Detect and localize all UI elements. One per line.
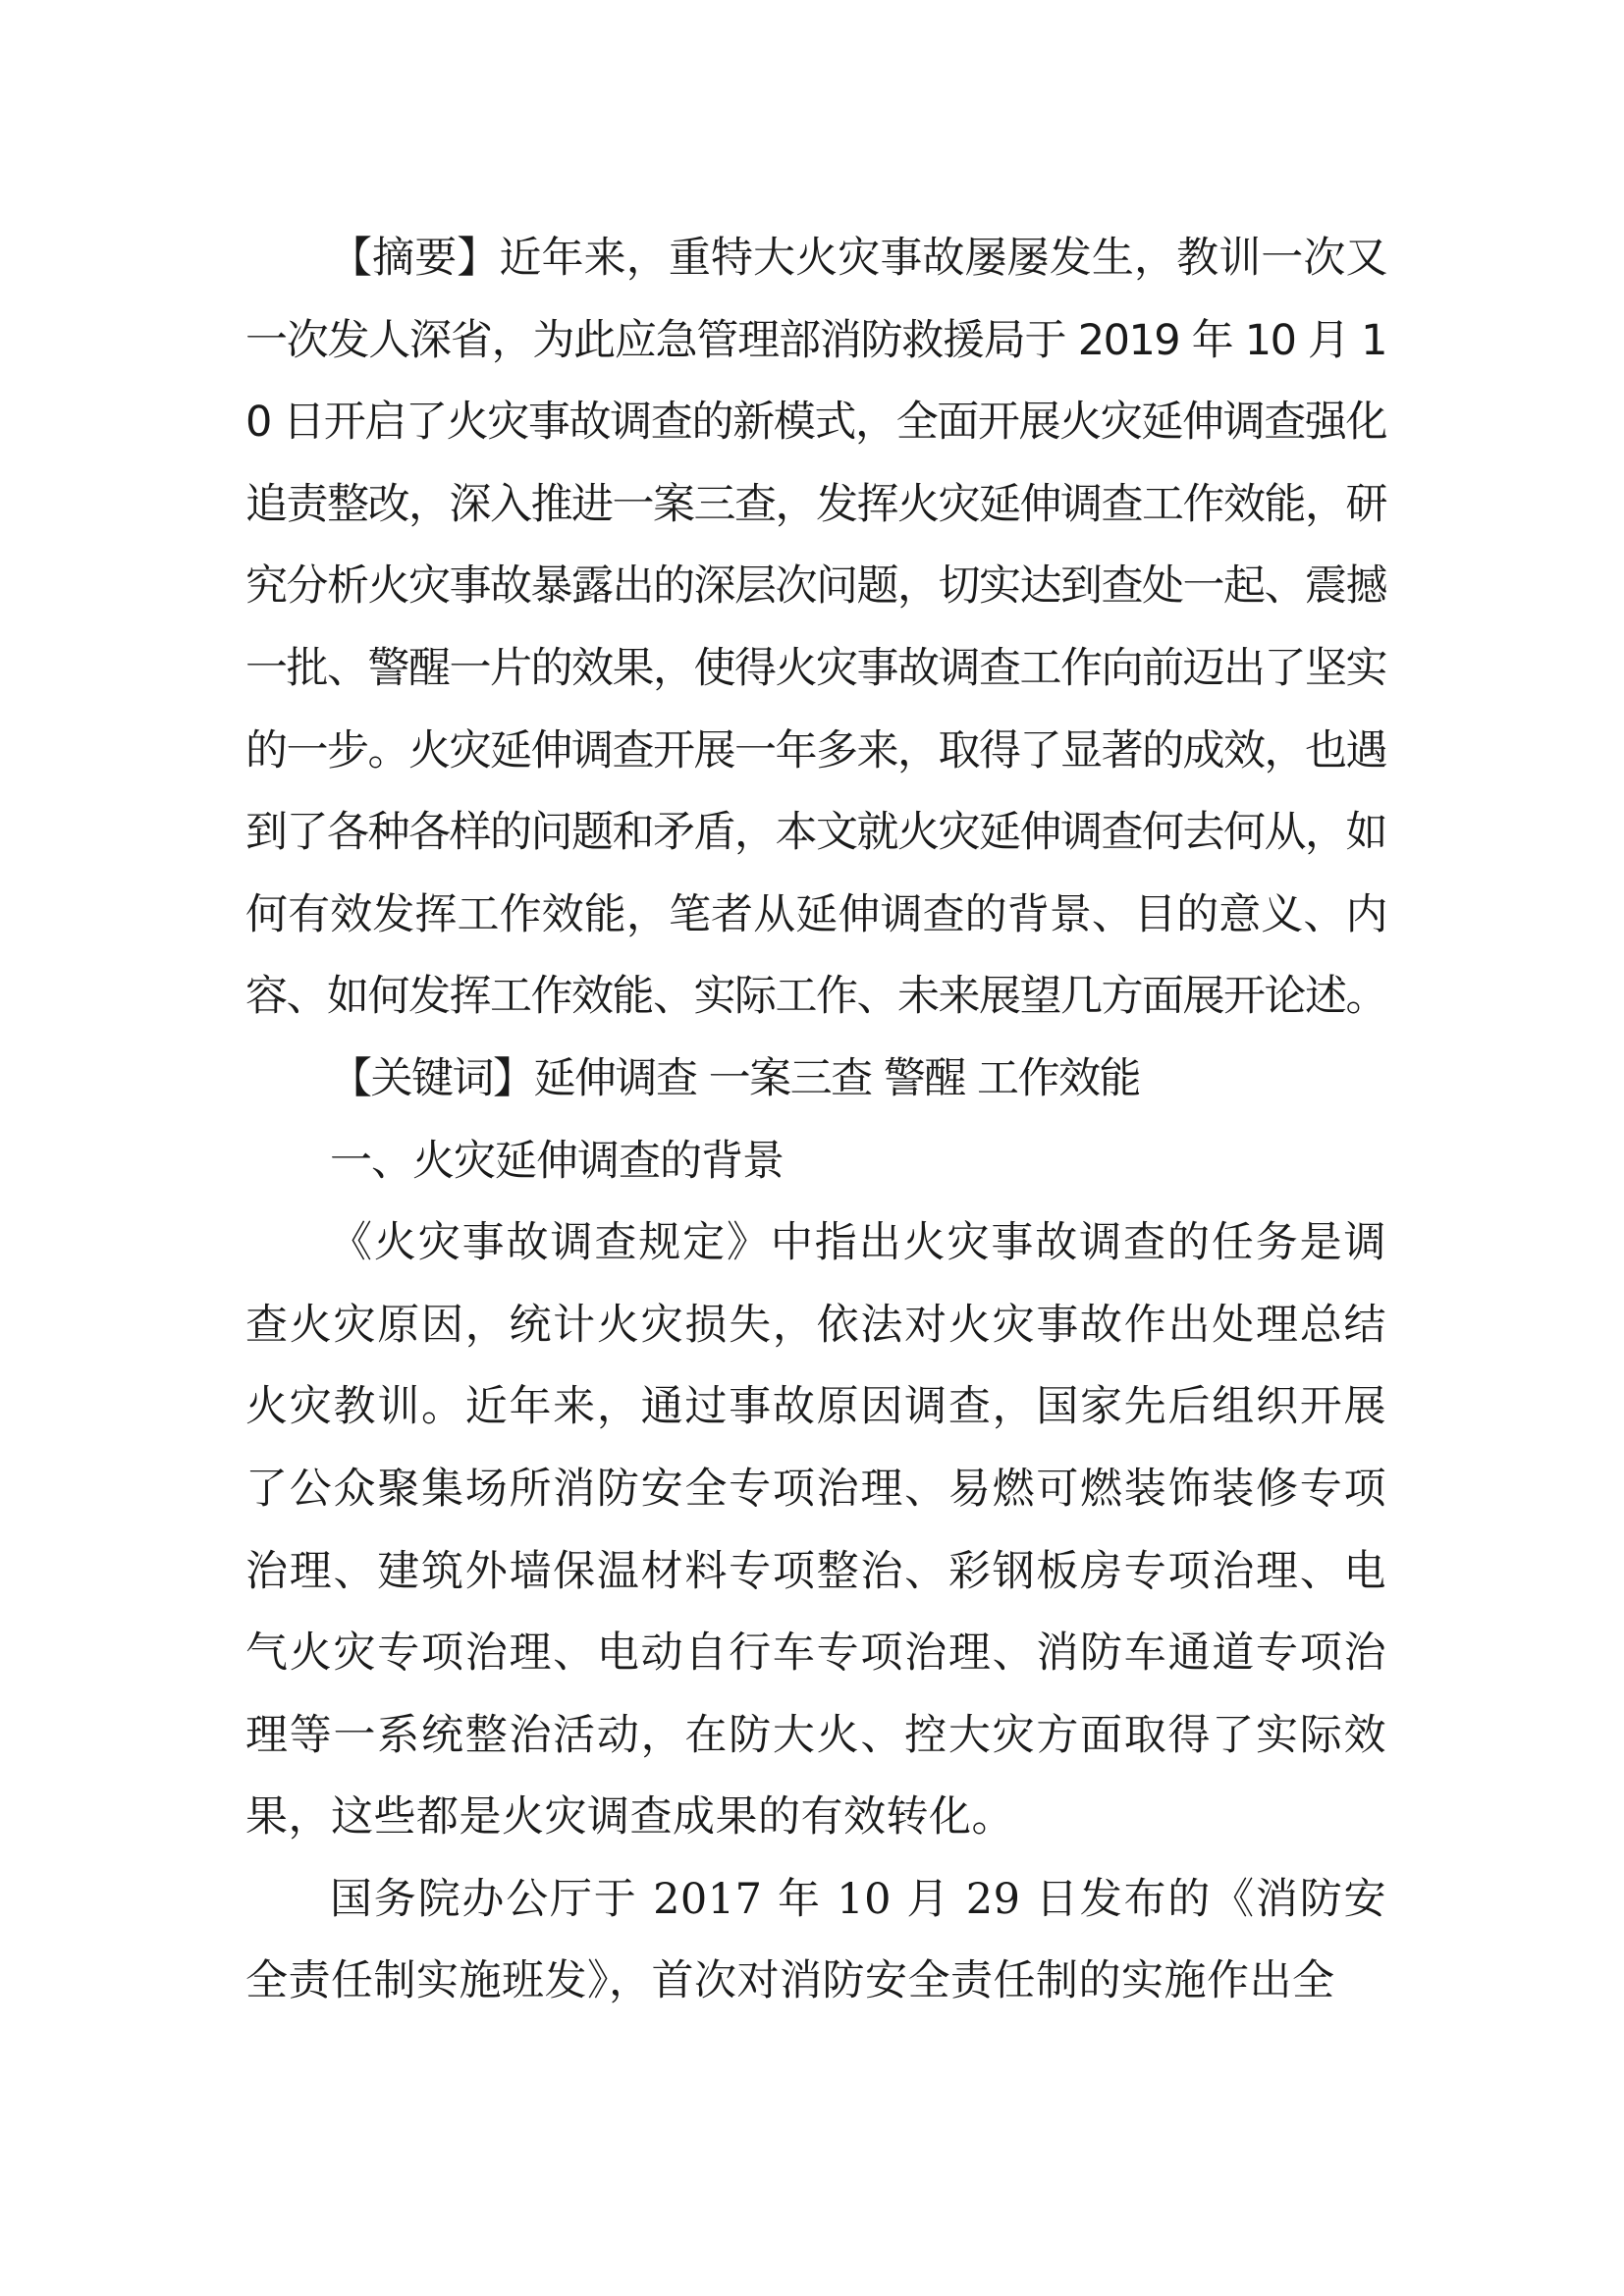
body-paragraph: 国务院办公厅于 2017 年 10 月 29 日发布的《消防安全责任制实施班发》，首次对消防安全责任制的实施作出全 (245, 1874, 1386, 2006)
abstract-label: 【摘要】 (330, 234, 500, 283)
abstract-text: 近年来，重特大火灾事故屡屡发生，教训一次又一次发人深省，为此应急管理部消防救援局于 2019 年 10 月 10 日开启了火灾事故调查的新模式，全面开展火灾延伸调查强化追责整改，深入推进一案三查，发挥火灾延伸调查工作效能，研究分析火灾事故暴露出的深层次问题，切实达到查处一起、震撼一批、警醒一片的效果，使得火灾事故调查工作向前迈出了坚实的一步。火灾延伸调查开展一年多来，取得了显著的成效，也遇到了各种各样的问题和矛盾，本文就火灾延伸调查何去何从，如何有效发挥工作效能，笔者从延伸调查的背景、目的意义、内容、如何发挥工作效能、实际工作、未来展望几方面展开论述。 (245, 234, 1387, 1022)
body-paragraph: 《火灾事故调查规定》中指出火灾事故调查的任务是调查火灾原因，统计火灾损失，依法对火灾事故作出处理总结火灾教训。近年来，通过事故原因调查，国家先后组织开展了公众聚集场所消防安全专项治理、易燃可燃装饰装修专项治理、建筑外墙保温材料专项整治、彩钢板房专项治理、电气火灾专项治理、电动自行车专项治理、消防车通道专项治理等一系统整治活动，在防大火、控大灾方面取得了实际效果，这些都是火灾调查成果的有效转化。 (245, 1218, 1386, 1842)
keywords-label: 【关键词】 (330, 1053, 534, 1103)
keywords-text: 延伸调查 一案三查 警醒 工作效能 (533, 1053, 1141, 1103)
section-heading: 一、火灾延伸调查的背景 (330, 1136, 784, 1186)
document-page (245, 218, 1386, 2023)
abstract-paragraph (245, 218, 1386, 1039)
keywords-paragraph (245, 1039, 1386, 1121)
